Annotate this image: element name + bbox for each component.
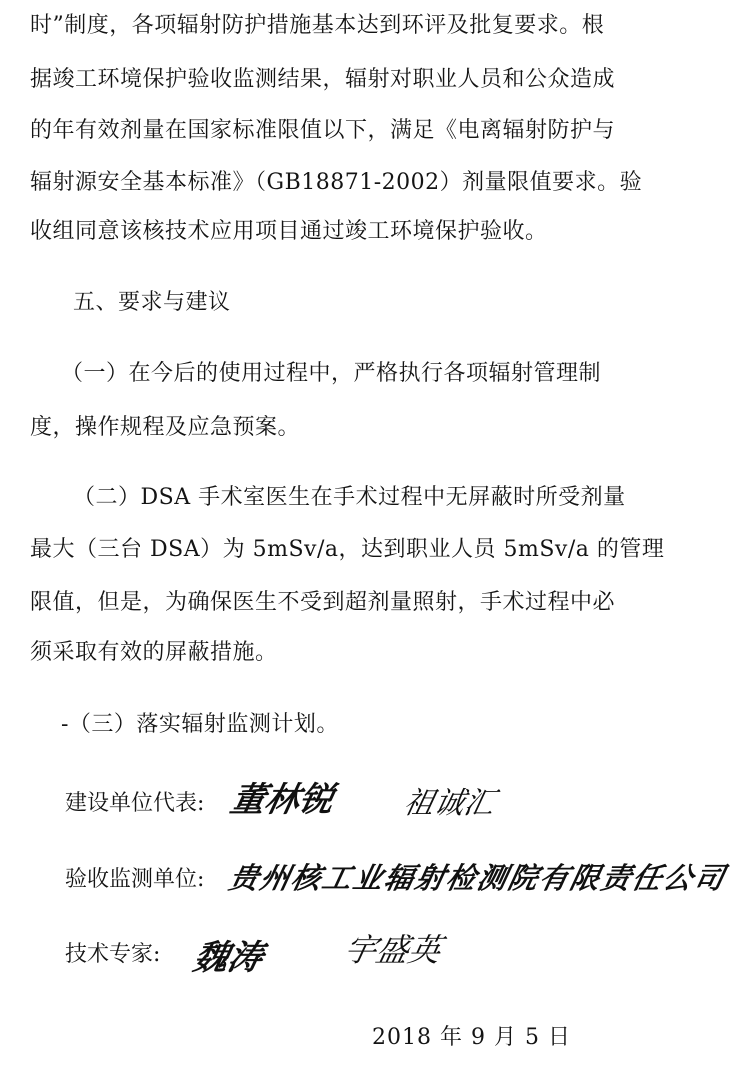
monitoring-unit-signature: 贵州核工业辐射检测院有限责任公司 <box>226 861 730 895</box>
paragraph-line: 收组同意该核技术应用项目通过竣工环境保护验收。 <box>30 219 548 244</box>
construction-rep-signature: 董林锐 <box>227 780 338 820</box>
item-3-line: -（三）落实辐射监测计划。 <box>61 712 339 737</box>
monitoring-unit-label: 验收监测单位: <box>65 867 205 892</box>
document-date: 2018 年 9 月 5 日 <box>372 1025 571 1050</box>
item-2-line: 最大（三台 DSA）为 5mSv/a，达到职业人员 5mSv/a 的管理 <box>30 537 665 562</box>
construction-rep-label: 建设单位代表: <box>65 791 205 816</box>
item-2-line: 限值，但是，为确保医生不受到超剂量照射，手术过程中必 <box>30 590 616 615</box>
paragraph-line: 辐射源安全基本标准》（GB18871-2002）剂量限值要求。验 <box>30 170 643 195</box>
item-1-line: 度，操作规程及应急预案。 <box>30 415 301 440</box>
paragraph-line: 据竣工环境保护验收监测结果，辐射对职业人员和公众造成 <box>30 67 616 92</box>
item-2-line: （二）DSA 手术室医生在手术过程中无屏蔽时所受剂量 <box>73 485 626 510</box>
expert-label: 技术专家: <box>65 942 161 967</box>
paragraph-line: 的年有效剂量在国家标准限值以下，满足《电离辐射防护与 <box>30 118 616 143</box>
item-2-line: 须采取有效的屏蔽措施。 <box>30 640 278 665</box>
paragraph-line: 时”制度，各项辐射防护措施基本达到环评及批复要求。根 <box>30 13 605 38</box>
item-1-line: （一）在今后的使用过程中，严格执行各项辐射管理制 <box>61 361 602 386</box>
expert-signature: 宇盛英 <box>340 931 445 969</box>
section-heading: 五、要求与建议 <box>73 290 231 315</box>
expert-signature: 魏涛 <box>190 938 267 978</box>
construction-rep-signature: 祖诚汇 <box>400 786 498 821</box>
